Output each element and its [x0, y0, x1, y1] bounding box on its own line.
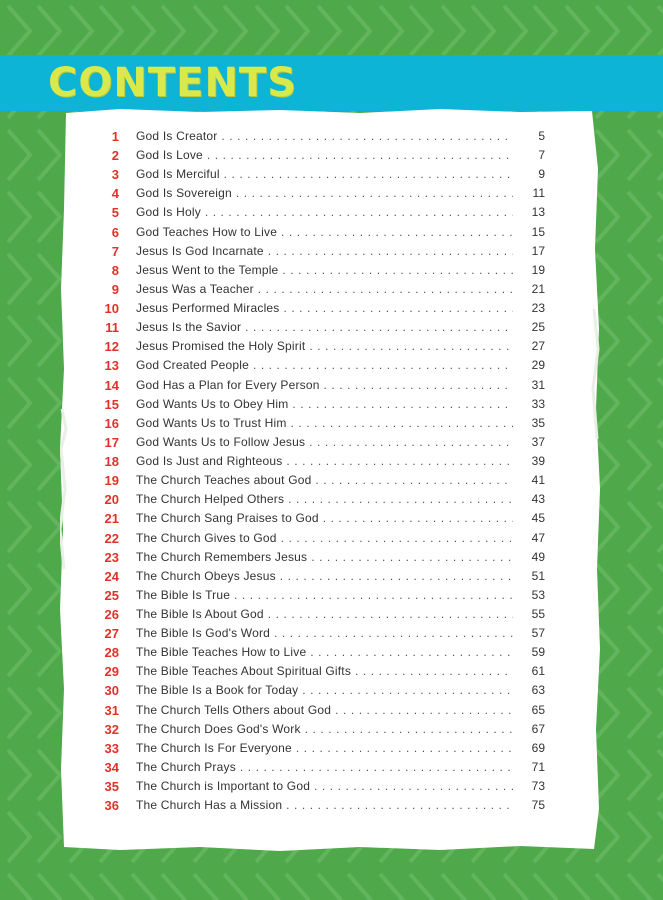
entry-page-number: 35: [531, 415, 545, 430]
contents-entry[interactable]: [95, 529, 545, 548]
contents-entry[interactable]: [95, 337, 545, 356]
contents-entry[interactable]: [95, 548, 545, 567]
entry-title: Jesus Promised the Holy Spirit . . .: [136, 337, 513, 356]
entry-title: God Is Merciful . . .: [136, 165, 513, 184]
entry-title: The Church Has a Mission . . .: [136, 796, 513, 815]
entry-page-number: 21: [531, 281, 545, 296]
entry-page-number: 53: [531, 587, 545, 602]
entry-number: 17: [104, 434, 119, 450]
entry-page-number: 29: [531, 358, 545, 373]
contents-entry[interactable]: [95, 299, 545, 318]
entry-title: God Teaches How to Live . . .: [136, 223, 513, 242]
entry-number: 5: [111, 205, 119, 221]
entry-title: God Wants Us to Obey Him . . .: [136, 395, 513, 414]
entry-number: 15: [104, 396, 119, 412]
contents-entry[interactable]: [95, 203, 545, 222]
entry-title: God Wants Us to Trust Him . . .: [136, 414, 513, 433]
entry-number: 9: [111, 281, 119, 297]
contents-entry[interactable]: [95, 471, 545, 490]
contents-entry[interactable]: [95, 720, 545, 739]
entry-page-number: 47: [531, 530, 545, 545]
entry-page-number: 69: [531, 740, 545, 755]
entry-page-number: 59: [531, 645, 545, 660]
contents-entry[interactable]: [95, 242, 545, 261]
contents-entry[interactable]: [95, 605, 545, 624]
entry-number: 24: [104, 568, 119, 584]
entry-title: The Church Helped Others . . .: [136, 490, 513, 509]
entry-number: 21: [104, 511, 119, 527]
contents-entry[interactable]: [95, 567, 545, 586]
entry-page-number: 27: [531, 339, 545, 354]
entry-page-number: 39: [531, 454, 545, 469]
entry-page-number: 41: [531, 473, 545, 488]
entry-title: God Is Creator . . .: [136, 127, 513, 146]
entry-title: God Is Sovereign . . .: [136, 184, 513, 203]
entry-number: 18: [104, 454, 119, 470]
entry-number: 3: [111, 167, 119, 183]
entry-number: 27: [104, 626, 119, 642]
entry-title: The Bible Is About God . . .: [136, 605, 513, 624]
contents-entry[interactable]: [95, 509, 545, 528]
entry-page-number: 51: [531, 568, 545, 583]
entry-number: 36: [104, 798, 119, 814]
contents-entry[interactable]: [95, 223, 545, 242]
entry-title: The Church Sang Praises to God . . .: [136, 509, 513, 528]
entry-page-number: 33: [531, 396, 545, 411]
entry-number: 11: [105, 320, 119, 336]
entry-page-number: 57: [531, 626, 545, 641]
entry-title: Jesus Was a Teacher . . .: [136, 280, 513, 299]
contents-entry[interactable]: [95, 739, 545, 758]
entry-page-number: 11: [532, 186, 545, 201]
entry-page-number: 7: [538, 148, 545, 163]
entry-page-number: 15: [531, 224, 545, 239]
entry-number: 7: [111, 243, 119, 259]
entry-title: The Church is Important to God . . .: [136, 777, 513, 796]
entry-page-number: 23: [531, 301, 545, 316]
entry-page-number: 73: [531, 779, 545, 794]
entry-title: The Bible Teaches About Spiritual Gifts . . .: [136, 662, 513, 681]
entry-title: The Church Prays . . .: [136, 758, 513, 777]
entry-page-number: 63: [531, 683, 545, 698]
entry-title: God Created People . . .: [136, 356, 513, 375]
entry-number: 13: [104, 358, 119, 374]
contents-entry[interactable]: [95, 701, 545, 720]
entry-page-number: 49: [531, 549, 545, 564]
entry-number: 19: [104, 473, 119, 489]
contents-entry[interactable]: [95, 433, 545, 452]
entry-title: The Church Obeys Jesus . . .: [136, 567, 513, 586]
entry-title: God Is Love . . .: [136, 146, 513, 165]
contents-entry[interactable]: [95, 146, 545, 165]
entry-title: Jesus Went to the Temple . . .: [136, 261, 513, 280]
entry-title: God Is Just and Righteous . . .: [136, 452, 513, 471]
entry-title: The Church Is For Everyone . . .: [136, 739, 513, 758]
entry-number: 28: [104, 645, 119, 661]
entry-number: 16: [104, 415, 119, 431]
contents-entry[interactable]: [95, 261, 545, 280]
page-title: CONTENTS: [48, 60, 298, 106]
contents-entry[interactable]: [95, 624, 545, 643]
entry-number: 2: [111, 148, 119, 164]
entry-page-number: 61: [531, 664, 545, 679]
contents-entry[interactable]: [95, 662, 545, 681]
entry-title: God Is Holy . . .: [136, 203, 513, 222]
entry-page-number: 17: [531, 243, 545, 258]
entry-title: The Bible Teaches How to Live . . .: [136, 643, 513, 662]
entry-number: 33: [104, 740, 119, 756]
contents-entry[interactable]: [95, 796, 545, 815]
entry-number: 1: [111, 129, 119, 144]
entry-title: Jesus Is God Incarnate . . .: [136, 242, 513, 261]
entry-number: 23: [104, 549, 119, 565]
entry-page-number: 75: [531, 798, 545, 813]
entry-number: 26: [104, 607, 119, 622]
entry-number: 32: [104, 721, 119, 737]
entry-title: God Has a Plan for Every Person . . .: [136, 376, 513, 395]
entry-number: 35: [104, 779, 119, 795]
entry-number: 29: [104, 664, 119, 680]
contents-entry[interactable]: [95, 356, 545, 375]
entry-page-number: 25: [531, 320, 545, 335]
entry-page-number: 55: [531, 607, 545, 621]
contents-entry[interactable]: [95, 777, 545, 796]
entry-number: 22: [104, 530, 119, 546]
contents-entry[interactable]: [95, 280, 545, 299]
entry-title: Jesus Is the Savior . . .: [136, 318, 513, 337]
entry-title: The Bible Is a Book for Today . . .: [136, 681, 513, 700]
contents-entry[interactable]: [95, 318, 545, 337]
entry-number: 20: [104, 492, 119, 508]
entry-page-number: 43: [531, 492, 545, 507]
entry-title: The Church Does God's Work . . .: [136, 720, 513, 739]
contents-entry[interactable]: [95, 643, 545, 662]
entry-page-number: 71: [531, 759, 545, 774]
entry-number: 30: [104, 683, 119, 699]
entry-title: The Bible Is God's Word . . .: [136, 624, 513, 643]
contents-entry[interactable]: [95, 758, 545, 777]
entry-title: The Church Tells Others about God . . .: [136, 701, 513, 720]
entry-number: 31: [104, 702, 119, 718]
contents-entry[interactable]: [95, 165, 545, 184]
entry-page-number: 5: [538, 129, 545, 143]
contents-entry[interactable]: [95, 681, 545, 700]
entry-page-number: 9: [538, 167, 545, 182]
entry-number: 8: [111, 262, 119, 278]
entry-title: God Wants Us to Follow Jesus . . .: [136, 433, 513, 452]
entry-page-number: 19: [531, 262, 545, 277]
entry-number: 6: [111, 224, 119, 240]
entry-page-number: 13: [531, 205, 545, 220]
entry-page-number: 67: [531, 721, 545, 736]
contents-entry[interactable]: [95, 376, 545, 395]
entry-title: The Church Teaches about God . . .: [136, 471, 513, 490]
entry-page-number: 37: [531, 434, 545, 449]
entry-title: Jesus Performed Miracles . . .: [136, 299, 513, 318]
entry-page-number: 31: [531, 377, 545, 392]
entry-title: The Bible Is True . . .: [136, 586, 513, 605]
entry-number: 12: [104, 339, 119, 355]
entry-page-number: 65: [531, 702, 545, 717]
contents-entry[interactable]: [95, 127, 545, 146]
contents-entry[interactable]: [95, 414, 545, 433]
contents-entry[interactable]: [95, 395, 545, 414]
entry-page-number: 45: [531, 511, 545, 526]
contents-entry[interactable]: [95, 490, 545, 509]
contents-entry[interactable]: [95, 586, 545, 605]
entry-number: 14: [104, 377, 119, 393]
contents-entry[interactable]: [95, 452, 545, 471]
entry-number: 34: [104, 759, 119, 775]
entry-number: 4: [111, 186, 119, 202]
entry-number: 10: [104, 301, 119, 317]
entry-title: The Church Gives to God . . .: [136, 529, 513, 548]
contents-entry[interactable]: [95, 184, 545, 203]
entry-number: 25: [104, 587, 119, 603]
entry-title: The Church Remembers Jesus . . .: [136, 548, 513, 567]
